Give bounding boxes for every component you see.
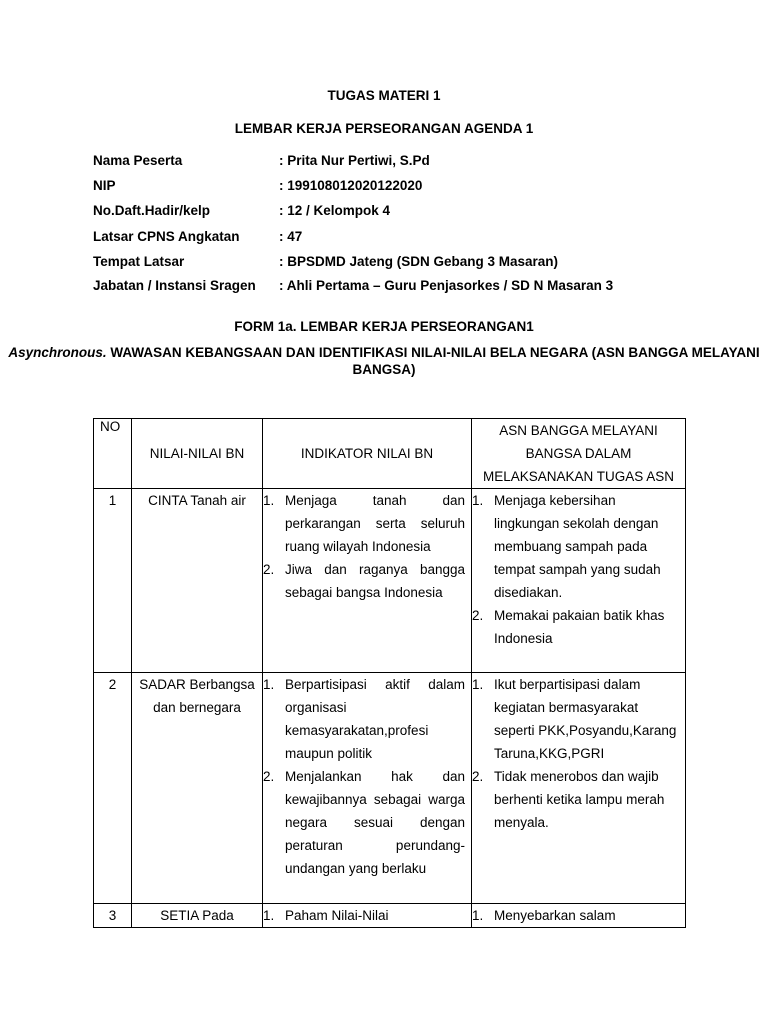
info-value: : 199108012020122020 — [279, 178, 423, 193]
table-header-row — [94, 419, 686, 489]
table-row — [94, 673, 686, 904]
info-value: : 47 — [279, 229, 303, 244]
table-row — [94, 489, 686, 673]
info-value: : BPSDMD Jateng (SDN Gebang 3 Masaran) — [279, 254, 559, 269]
header-no: NO — [94, 419, 132, 489]
form-subtitle — [0, 344, 768, 378]
info-label: Nama Peserta — [93, 153, 183, 168]
row-nilai: SADAR Berbangsa dan bernegara — [132, 673, 263, 904]
info-label: Tempat Latsar — [93, 254, 185, 269]
row-indikator — [263, 673, 472, 904]
form-title: FORM 1a. LEMBAR KERJA PERSEORANGAN1 — [234, 319, 534, 334]
header-asn: ASN BANGGA MELAYANI BANGSA DALAM MELAKSANAKAN TUGAS ASN — [472, 419, 686, 489]
list-item: 2. Menjalankan hak dan kewajibannya sebagai warga negara sesuai dengan peraturan perundang-undangan yang berlaku — [263, 769, 465, 876]
info-label: Latsar CPNS Angkatan — [93, 229, 240, 244]
row-nilai: CINTA Tanah air — [132, 489, 263, 673]
info-value: : 12 / Kelompok 4 — [279, 203, 391, 218]
list-item: 1. Ikut berpartisipasi dalam kegiatan bermasyarakat seperti PKK,Posyandu,Karang Taruna,KKG,PGRI — [472, 677, 677, 761]
document-title: TUGAS MATERI 1 — [327, 88, 441, 103]
row-asn — [472, 673, 686, 904]
form-subtitle-text: WAWASAN KEBANGSAAN DAN IDENTIFIKASI NILAI-NILAI BELA NEGARA (ASN BANGGA MELAYANI BANGSA) — [106, 345, 760, 377]
list-item: 1. Berpartisipasi aktif dalam organisasi kemasyarakatan,profesi maupun politik — [263, 677, 465, 761]
list-item: 1. Paham Nilai-Nilai — [263, 908, 389, 923]
row-number: 3 — [94, 904, 132, 928]
info-label: NIP — [93, 178, 116, 193]
row-indikator — [263, 489, 472, 673]
bela-negara-table — [93, 418, 686, 928]
row-indikator — [263, 904, 472, 928]
row-asn — [472, 904, 686, 928]
list-item: 1. Menjaga tanah dan perkarangan serta seluruh ruang wilayah Indonesia — [263, 493, 465, 554]
info-value: : Prita Nur Pertiwi, S.Pd — [279, 153, 430, 168]
header-nilai: NILAI-NILAI BN — [132, 419, 263, 489]
list-item: 2. Jiwa dan raganya bangga sebagai bangsa Indonesia — [263, 562, 465, 600]
row-asn — [472, 489, 686, 673]
list-item: 2. Memakai pakaian batik khas Indonesia — [472, 608, 665, 646]
list-item: 1. Menyebarkan salam — [472, 908, 616, 923]
row-number: 2 — [94, 673, 132, 904]
document-subtitle: LEMBAR KERJA PERSEORANGAN AGENDA 1 — [234, 121, 534, 136]
info-label: No.Daft.Hadir/kelp — [93, 203, 211, 218]
info-label: Jabatan / Instansi Sragen — [93, 278, 256, 293]
list-item: 1. Menjaga kebersihan lingkungan sekolah dengan membuang sampah pada tempat sampah yang sudah disediakan. — [472, 493, 661, 600]
table-row — [94, 904, 686, 928]
row-nilai: SETIA Pada — [132, 904, 263, 928]
form-subtitle-italic: Asynchronous. — [8, 345, 107, 360]
row-number: 1 — [94, 489, 132, 673]
list-item: 2. Tidak menerobos dan wajib berhenti ketika lampu merah menyala. — [472, 769, 665, 830]
header-indikator: INDIKATOR NILAI BN — [263, 419, 472, 489]
info-value: : Ahli Pertama – Guru Penjasorkes / SD N Masaran 3 — [279, 278, 614, 293]
